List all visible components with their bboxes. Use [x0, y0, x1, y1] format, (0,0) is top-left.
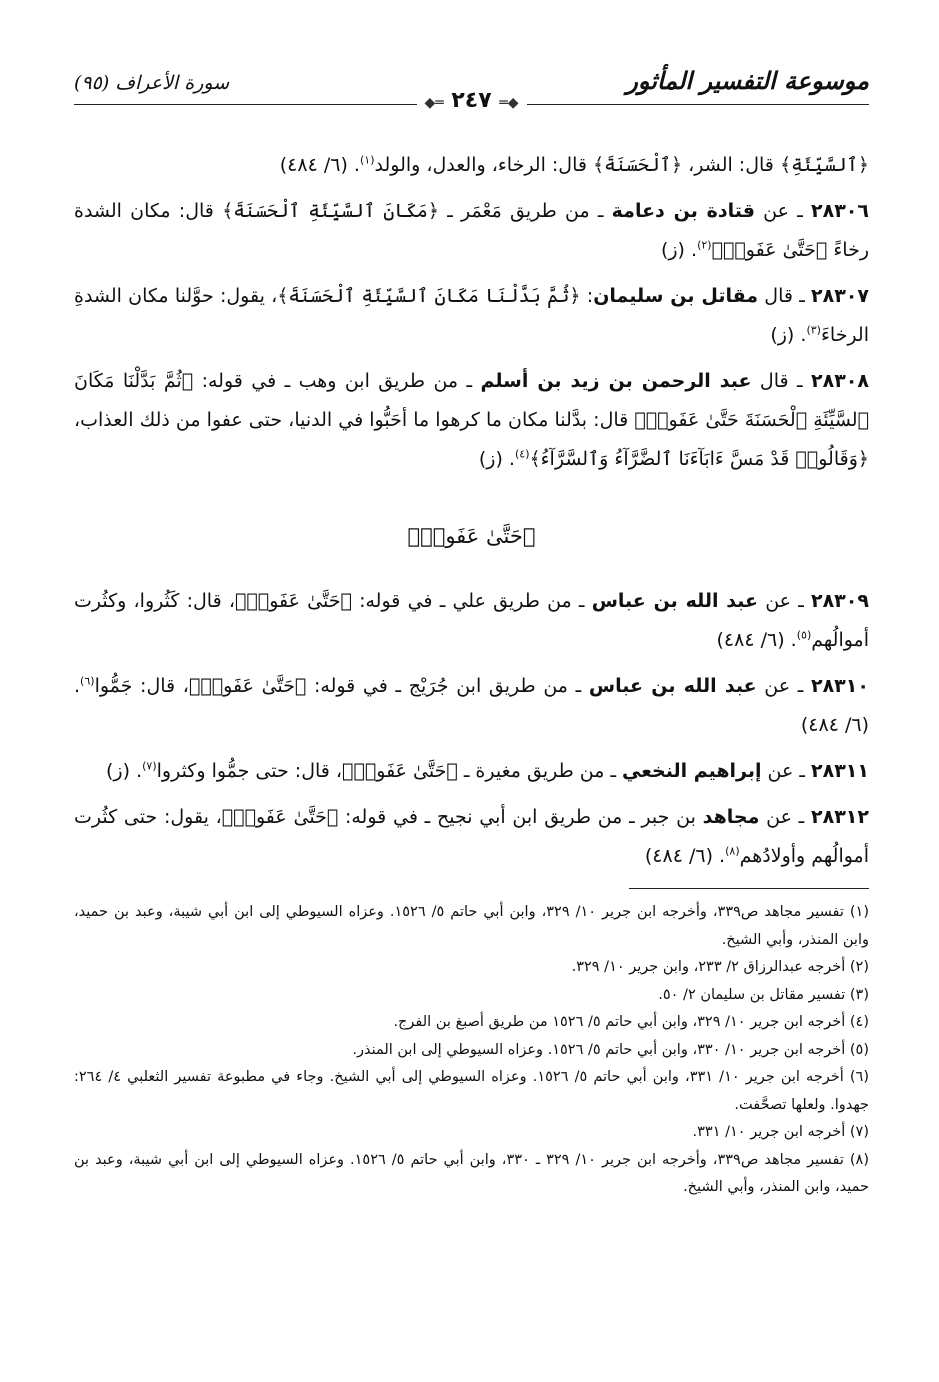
footnote: (١) تفسير مجاهد ص٣٣٩، وأخرجه ابن جرير ١٠/ ٣٢٩، وابن أبي حاتم ٥/ ١٥٢٦. وعزاه السيوطي إلى ابن أبي شيبة، وعبد بن حميد، وابن المنذر، وأبي الشيخ. — [74, 904, 869, 948]
text-segment: ـ من طريق مَعْمَر ـ — [438, 200, 612, 222]
text-segment: . — [794, 324, 807, 346]
ornament-right-icon: ◆═ — [499, 95, 519, 111]
athar-paragraph — [74, 582, 869, 660]
text-segment: . — [784, 629, 797, 651]
footnote-marker: (٦) — [80, 674, 95, 688]
quran-quote: ﴿حَتَّىٰ عَفَوا۟﴾ — [221, 806, 339, 828]
footnote: (٦) أخرجه ابن جرير ١٠/ ٣٣١، وابن أبي حاتم ٥/ ١٥٢٦. وعزاه السيوطي إلى أبي الشيخ. وجاء في مطبوعة تفسير الثعلبي ٤/ ٢٦٤: جهدوا. ولعلها تصحَّفت. — [74, 1069, 870, 1113]
text-segment: ـ عن — [759, 806, 811, 828]
narrator-name: مجاهد — [702, 806, 760, 828]
text-segment: ـ قال — [758, 285, 811, 307]
main-text — [74, 146, 869, 876]
athar-paragraph — [74, 667, 869, 745]
text-segment: . — [684, 239, 698, 261]
athar-paragraph — [74, 798, 869, 876]
surah-title: سورة الأعراف (٩٥) — [74, 72, 230, 94]
athar-paragraph — [74, 752, 869, 791]
text-segment: بن جبر ـ من طريق ابن أبي نجيح ـ في قوله: — [338, 806, 703, 828]
source-reference: (٦/ ٤٨٤) — [279, 154, 348, 176]
text-segment: قال: بدَّلنا مكان ما كرهوا ما أحَبُّوا في الدنيا، حتى عفوا من ذلك العذاب، — [74, 409, 635, 431]
text-segment: ـ من طريق ابن جُرَيْج ـ في قوله: — [306, 675, 589, 697]
athar-number: ٢٨٣١١ — [811, 760, 869, 782]
source-reference: (٦/ ٤٨٤) — [716, 629, 785, 651]
text-segment: . — [347, 154, 360, 176]
athar-number: ٢٨٣٠٧ — [811, 285, 869, 307]
narrator-name: عبد الرحمن بن زيد بن أسلم — [480, 370, 752, 392]
text-segment: قال: الرخاء، والعدل، والولد — [374, 154, 594, 176]
source-reference: (ز) — [770, 324, 795, 346]
text-segment: ، قال: كَثُروا، وكثُرت أموالُهم — [74, 590, 869, 651]
text-segment: . — [130, 760, 143, 782]
section-heading: ﴿حَتَّىٰ عَفَوا۟﴾ — [407, 524, 536, 548]
athar-paragraph — [74, 277, 869, 355]
text-segment: ـ من طريق علي ـ في قوله: — [351, 590, 592, 612]
athar-number: ٢٨٣١٢ — [811, 806, 869, 828]
text-segment: قال: مكان الشدة رخاءً — [74, 200, 869, 261]
text-segment: . — [502, 448, 515, 470]
quran-quote: ﴿ٱلْحَسَنَةَ﴾ — [593, 154, 683, 176]
narrator-name: إبراهيم النخعي — [622, 760, 762, 782]
text-segment: ، يقول: حتى كثُرت أموالُهم وأولادُهم — [74, 806, 869, 867]
source-reference: (٦/ ٤٨٤) — [800, 714, 869, 736]
text-segment: ـ عن — [761, 760, 812, 782]
footnote-marker: (٧) — [142, 759, 157, 773]
text-segment: ، يقول: حوَّلنا مكان الشدةِ الرخاءَ — [74, 285, 869, 346]
text-segment: ـ عن — [758, 590, 811, 612]
text-segment: ـ عن — [756, 675, 811, 697]
quran-quote: ﴿ثُمَّ بَدَّلْنَا مَكَانَ ٱلسَّيِّئَةِ ٱلْحَسَنَةَ حَتَّىٰ عَفَوا۟﴾ — [74, 370, 869, 431]
footnote-marker: (٤) — [514, 447, 530, 461]
text-segment: . — [713, 845, 726, 867]
book-page — [74, 60, 869, 1382]
athar-paragraph — [74, 362, 869, 479]
quran-quote: ﴿حَتَّىٰ عَفَوا۟﴾ — [188, 675, 307, 697]
footnote-marker: (٢) — [697, 238, 712, 252]
page-number: ٢٤٧ — [451, 88, 492, 113]
footnote: (٨) تفسير مجاهد ص٣٣٩، وأخرجه ابن جرير ١٠/ ٣٢٩ ـ ٣٣٠، وابن أبي حاتم ٥/ ١٥٢٦. وعزاه السيوطي إلى ابن أبي شيبة، وعبد بن حميد، وابن المنذر، وأبي الشيخ. — [74, 1151, 869, 1195]
text-segment: . — [74, 675, 81, 697]
athar-paragraph — [74, 192, 869, 270]
quran-quote: ﴿حَتَّىٰ عَفَوا۟﴾ — [342, 760, 458, 782]
ornament-left-icon: ═◆ — [424, 95, 444, 111]
paragraphs-group-1 — [74, 146, 869, 479]
athar-number: ٢٨٣٠٨ — [811, 370, 869, 392]
text-segment: ـ من طريق مغيرة ـ — [457, 760, 623, 782]
quran-quote: ﴿ٱلسَّيِّئَةِ﴾ — [779, 154, 869, 176]
text-segment: ـ عن — [754, 200, 811, 222]
footnote: (٤) أخرجه ابن جرير ١٠/ ٣٢٩، وابن أبي حاتم ٥/ ١٥٢٦ من طريق أصبغ بن الفرج. — [393, 1014, 869, 1030]
source-reference: (٦/ ٤٨٤) — [644, 845, 714, 867]
narrator-name: قتادة بن دعامة — [611, 200, 755, 222]
narrator-name: مقاتل بن سليمان — [593, 285, 759, 307]
text-segment: ـ قال — [751, 370, 812, 392]
quran-quote: ﴿وَقَالُوا۟ قَدْ مَسَّ ءَابَآءَنَا ٱلضَّرَّآءُ وَٱلسَّرَّآءُ﴾ — [529, 448, 869, 470]
athar-number: ٢٨٣٠٩ — [810, 590, 869, 612]
quran-quote: ﴿ثُمَّ بَدَّلْنَا مَكَانَ ٱلسَّيِّئَةِ ٱلْحَسَنَةَ﴾ — [277, 285, 581, 307]
footnote-marker: (٥) — [796, 628, 812, 642]
footnote-separator — [629, 888, 869, 889]
narrator-name: عبد الله بن عباس — [591, 590, 758, 612]
running-header — [74, 60, 869, 122]
footnotes — [74, 899, 869, 1202]
footnote: (٥) أخرجه ابن جرير ١٠/ ٣٣٠، وابن أبي حاتم ٥/ ١٥٢٦. وعزاه السيوطي إلى ابن المنذر. — [352, 1041, 869, 1058]
footnote-marker: (٨) — [725, 844, 740, 858]
athar-number: ٢٨٣٠٦ — [811, 200, 869, 222]
narrator-name: عبد الله بن عباس — [588, 675, 757, 697]
source-reference: (ز) — [106, 760, 131, 782]
page-number-block — [416, 88, 526, 113]
source-reference: (ز) — [478, 448, 503, 470]
series-title: موسوعة التفسير المأثور — [626, 66, 869, 95]
athar-number: ٢٨٣١٠ — [810, 675, 869, 697]
footnote: (٢) أخرجه عبدالرزاق ٢/ ٢٣٣، وابن جرير ١٠/ ٣٢٩. — [571, 959, 869, 975]
footnote-marker: (٣) — [806, 323, 821, 337]
paragraphs-group-2 — [74, 582, 869, 876]
quran-quote: ﴿حَتَّىٰ عَفَوا۟﴾ — [711, 239, 828, 261]
text-segment: ، قال: حتى جمُّوا وكثروا — [156, 760, 343, 782]
footnote: (٧) أخرجه ابن جرير ١٠/ ٣٣١. — [692, 1124, 869, 1140]
footnote-marker: (١) — [359, 153, 375, 167]
athar-paragraph — [74, 146, 869, 185]
source-reference: (ز) — [660, 239, 685, 261]
quran-quote: ﴿حَتَّىٰ عَفَوا۟﴾ — [235, 590, 352, 612]
quran-quote: ﴿مَكَانَ ٱلسَّيِّئَةِ ٱلْحَسَنَةَ﴾ — [222, 200, 439, 222]
text-segment: ، قال: جَمُّوا — [94, 675, 189, 697]
footnote: (٣) تفسير مقاتل بن سليمان ٢/ ٥٠. — [658, 986, 869, 1003]
text-segment: قال: الشر، — [682, 154, 780, 176]
text-segment: ـ من طريق ابن وهب ـ في قوله: — [193, 370, 481, 392]
text-segment: : — [580, 285, 594, 307]
